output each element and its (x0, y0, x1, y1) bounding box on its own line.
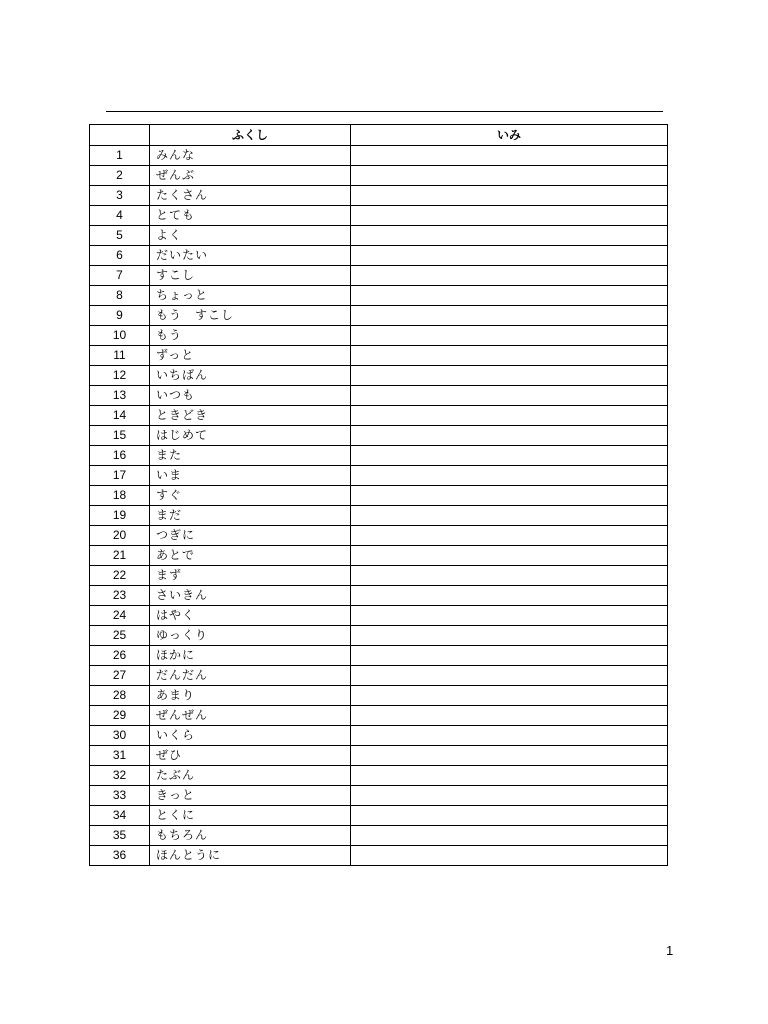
adverb-word: とくに (150, 806, 351, 826)
table-row (90, 526, 668, 546)
meaning-blank[interactable] (351, 726, 668, 746)
row-number: 2 (90, 166, 150, 186)
meaning-blank[interactable] (351, 166, 668, 186)
row-number: 31 (90, 746, 150, 766)
adverb-vocabulary-table (89, 124, 668, 866)
table-row (90, 446, 668, 466)
adverb-word: さいきん (150, 586, 351, 606)
table-row (90, 486, 668, 506)
row-number: 11 (90, 346, 150, 366)
adverb-word: だいたい (150, 246, 351, 266)
row-number: 12 (90, 366, 150, 386)
adverb-word: つぎに (150, 526, 351, 546)
table-row (90, 206, 668, 226)
adverb-word: ずっと (150, 346, 351, 366)
row-number: 3 (90, 186, 150, 206)
table-row (90, 466, 668, 486)
number-column-header (90, 125, 150, 146)
meaning-blank[interactable] (351, 826, 668, 846)
row-number: 34 (90, 806, 150, 826)
meaning-blank[interactable] (351, 706, 668, 726)
table-row (90, 746, 668, 766)
table-row (90, 686, 668, 706)
row-number: 9 (90, 306, 150, 326)
row-number: 35 (90, 826, 150, 846)
word-column-header: ふくし (150, 125, 351, 146)
row-number: 16 (90, 446, 150, 466)
meaning-blank[interactable] (351, 146, 668, 166)
table-row (90, 846, 668, 866)
meaning-blank[interactable] (351, 466, 668, 486)
row-number: 6 (90, 246, 150, 266)
adverb-word: はじめて (150, 426, 351, 446)
table-row (90, 606, 668, 626)
table-row (90, 146, 668, 166)
adverb-word: もう (150, 326, 351, 346)
adverb-word: ゆっくり (150, 626, 351, 646)
table-row (90, 806, 668, 826)
row-number: 18 (90, 486, 150, 506)
table-body (90, 146, 668, 866)
table-row (90, 726, 668, 746)
adverb-word: すこし (150, 266, 351, 286)
table-row (90, 286, 668, 306)
row-number: 23 (90, 586, 150, 606)
table-row (90, 226, 668, 246)
row-number: 36 (90, 846, 150, 866)
row-number: 15 (90, 426, 150, 446)
adverb-word: もう すこし (150, 306, 351, 326)
table-row (90, 566, 668, 586)
adverb-word: たくさん (150, 186, 351, 206)
row-number: 7 (90, 266, 150, 286)
adverb-word: ときどき (150, 406, 351, 426)
meaning-blank[interactable] (351, 286, 668, 306)
table-row (90, 266, 668, 286)
table-row (90, 826, 668, 846)
row-number: 25 (90, 626, 150, 646)
meaning-blank[interactable] (351, 346, 668, 366)
row-number: 20 (90, 526, 150, 546)
adverb-word: いちばん (150, 366, 351, 386)
meaning-blank[interactable] (351, 446, 668, 466)
adverb-word: まず (150, 566, 351, 586)
adverb-word: いくら (150, 726, 351, 746)
adverb-word: はやく (150, 606, 351, 626)
meaning-blank[interactable] (351, 626, 668, 646)
meaning-blank[interactable] (351, 766, 668, 786)
table-row (90, 426, 668, 446)
meaning-blank[interactable] (351, 206, 668, 226)
adverb-word: いま (150, 466, 351, 486)
adverb-word: まだ (150, 506, 351, 526)
row-number: 28 (90, 686, 150, 706)
row-number: 24 (90, 606, 150, 626)
adverb-word: あとで (150, 546, 351, 566)
table-row (90, 246, 668, 266)
adverb-word: ほかに (150, 646, 351, 666)
meaning-blank[interactable] (351, 546, 668, 566)
adverb-word: すぐ (150, 486, 351, 506)
adverb-word: よく (150, 226, 351, 246)
meaning-blank[interactable] (351, 686, 668, 706)
row-number: 26 (90, 646, 150, 666)
table-row (90, 586, 668, 606)
header-rule (106, 111, 663, 112)
meaning-blank[interactable] (351, 266, 668, 286)
adverb-word: いつも (150, 386, 351, 406)
meaning-blank[interactable] (351, 246, 668, 266)
meaning-blank[interactable] (351, 846, 668, 866)
table-row (90, 386, 668, 406)
row-number: 27 (90, 666, 150, 686)
meaning-blank[interactable] (351, 526, 668, 546)
table-row (90, 626, 668, 646)
meaning-blank[interactable] (351, 386, 668, 406)
adverb-word: もちろん (150, 826, 351, 846)
table-row (90, 166, 668, 186)
meaning-blank[interactable] (351, 746, 668, 766)
row-number: 21 (90, 546, 150, 566)
row-number: 22 (90, 566, 150, 586)
adverb-word: きっと (150, 786, 351, 806)
meaning-blank[interactable] (351, 786, 668, 806)
adverb-word: ぜひ (150, 746, 351, 766)
row-number: 29 (90, 706, 150, 726)
row-number: 14 (90, 406, 150, 426)
meaning-blank[interactable] (351, 586, 668, 606)
meaning-blank[interactable] (351, 486, 668, 506)
meaning-blank[interactable] (351, 646, 668, 666)
adverb-word: また (150, 446, 351, 466)
row-number: 30 (90, 726, 150, 746)
table-row (90, 786, 668, 806)
adverb-word: ぜんぶ (150, 166, 351, 186)
row-number: 13 (90, 386, 150, 406)
meaning-blank[interactable] (351, 186, 668, 206)
table-row (90, 366, 668, 386)
adverb-word: ちょっと (150, 286, 351, 306)
adverb-word: だんだん (150, 666, 351, 686)
meaning-column-header: いみ (351, 125, 668, 146)
adverb-word: たぶん (150, 766, 351, 786)
row-number: 5 (90, 226, 150, 246)
meaning-blank[interactable] (351, 506, 668, 526)
table-row (90, 506, 668, 526)
meaning-blank[interactable] (351, 306, 668, 326)
row-number: 33 (90, 786, 150, 806)
table-header-row (90, 125, 668, 146)
meaning-blank[interactable] (351, 606, 668, 626)
table-row (90, 666, 668, 686)
meaning-blank[interactable] (351, 566, 668, 586)
table-row (90, 346, 668, 366)
row-number: 32 (90, 766, 150, 786)
table-row (90, 546, 668, 566)
table-row (90, 646, 668, 666)
table-row (90, 186, 668, 206)
adverb-word: ぜんぜん (150, 706, 351, 726)
table-row (90, 766, 668, 786)
adverb-word: あまり (150, 686, 351, 706)
row-number: 17 (90, 466, 150, 486)
table-row (90, 306, 668, 326)
meaning-blank[interactable] (351, 226, 668, 246)
table-row (90, 326, 668, 346)
meaning-blank[interactable] (351, 666, 668, 686)
meaning-blank[interactable] (351, 426, 668, 446)
meaning-blank[interactable] (351, 326, 668, 346)
row-number: 10 (90, 326, 150, 346)
table-row (90, 406, 668, 426)
row-number: 19 (90, 506, 150, 526)
adverb-word: ほんとうに (150, 846, 351, 866)
row-number: 8 (90, 286, 150, 306)
table-row (90, 706, 668, 726)
row-number: 4 (90, 206, 150, 226)
meaning-blank[interactable] (351, 366, 668, 386)
meaning-blank[interactable] (351, 806, 668, 826)
adverb-word: みんな (150, 146, 351, 166)
meaning-blank[interactable] (351, 406, 668, 426)
adverb-word: とても (150, 206, 351, 226)
row-number: 1 (90, 146, 150, 166)
page-number: 1 (666, 943, 674, 958)
